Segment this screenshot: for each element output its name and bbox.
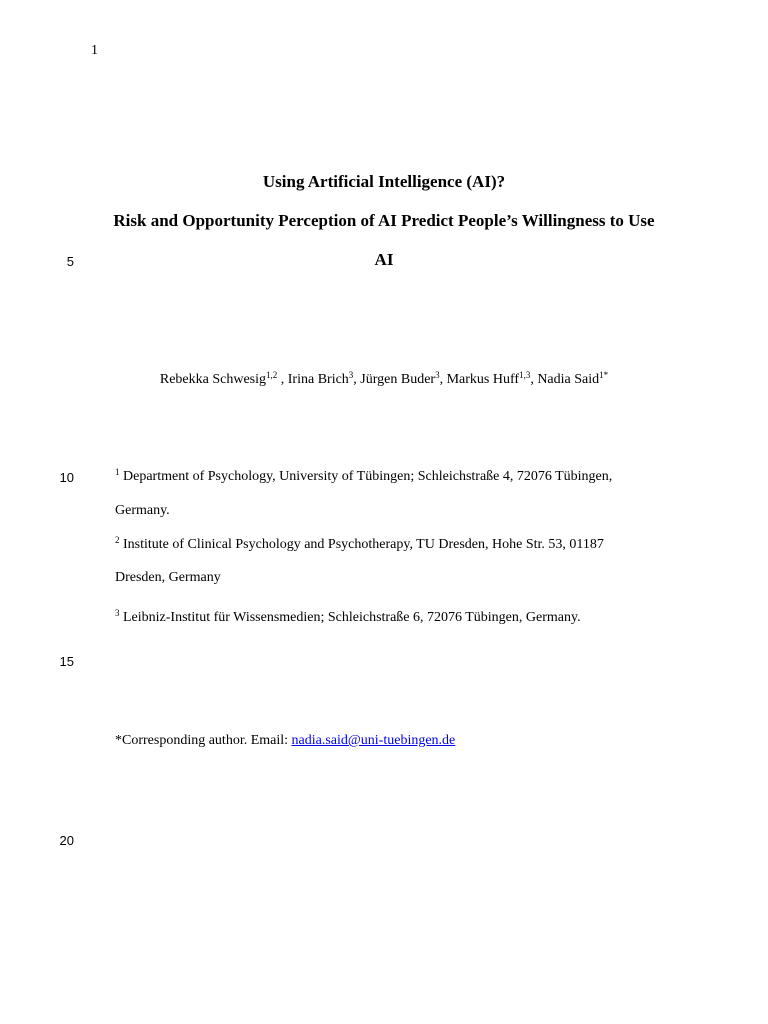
- author-separator: ,: [439, 372, 447, 387]
- line-number-15: 15: [59, 654, 74, 669]
- corresponding-label: *Corresponding author. Email:: [115, 733, 292, 748]
- affiliation-sup: 3: [115, 608, 120, 618]
- line-number-20: 20: [59, 833, 74, 848]
- title-line-3: AI: [374, 250, 394, 269]
- affiliation-1-line-2: Germany.: [115, 503, 170, 518]
- affiliation-2-line-1: [115, 537, 604, 553]
- affiliation-3-line-1: [115, 610, 581, 626]
- author-name: Markus Huff: [446, 372, 520, 387]
- author-affiliation-sup: 3: [435, 370, 440, 380]
- line-number-10: 10: [59, 470, 74, 485]
- affiliation-2-line-2: Dresden, Germany: [115, 570, 221, 585]
- author-affiliation-sup: 3: [348, 370, 354, 380]
- author-name: Jürgen Buder: [360, 372, 436, 387]
- affiliation-sup: 2: [115, 535, 120, 545]
- author-affiliation-sup: 1,3: [519, 370, 531, 380]
- author-separator: ,: [277, 372, 288, 387]
- line-number-5: 5: [66, 254, 74, 269]
- author-name: Rebekka Schwesig: [159, 372, 267, 387]
- author-separator: ,: [353, 372, 361, 387]
- author-affiliation-sup: 1*: [599, 370, 609, 380]
- email-link[interactable]: nadia.said@uni-tuebingen.de: [291, 733, 456, 748]
- corresponding-author: [115, 733, 455, 749]
- author-affiliation-sup: 1,2: [266, 370, 278, 380]
- affiliation-text: Department of Psychology, University of Tübingen; Schleichstraße 4, 72076 Tübingen,: [119, 469, 613, 484]
- author-separator: ,: [530, 372, 538, 387]
- affiliation-text: Leibniz-Institut für Wissensmedien; Schleichstraße 6, 72076 Tübingen, Germany.: [119, 610, 581, 625]
- affiliation-sup: 1: [115, 467, 120, 477]
- affiliation-1-line-1: [115, 469, 612, 485]
- author-list: [0, 372, 768, 388]
- author-name: Irina Brich: [287, 372, 349, 387]
- affiliation-text: Institute of Clinical Psychology and Psychotherapy, TU Dresden, Hohe Str. 53, 01187: [119, 537, 604, 552]
- title-line-2: Risk and Opportunity Perception of AI Predict People’s Willingness to Use: [113, 211, 655, 230]
- page-number: 1: [91, 43, 98, 58]
- author-name: Nadia Said: [537, 372, 600, 387]
- title-line-1: Using Artificial Intelligence (AI)?: [262, 172, 506, 191]
